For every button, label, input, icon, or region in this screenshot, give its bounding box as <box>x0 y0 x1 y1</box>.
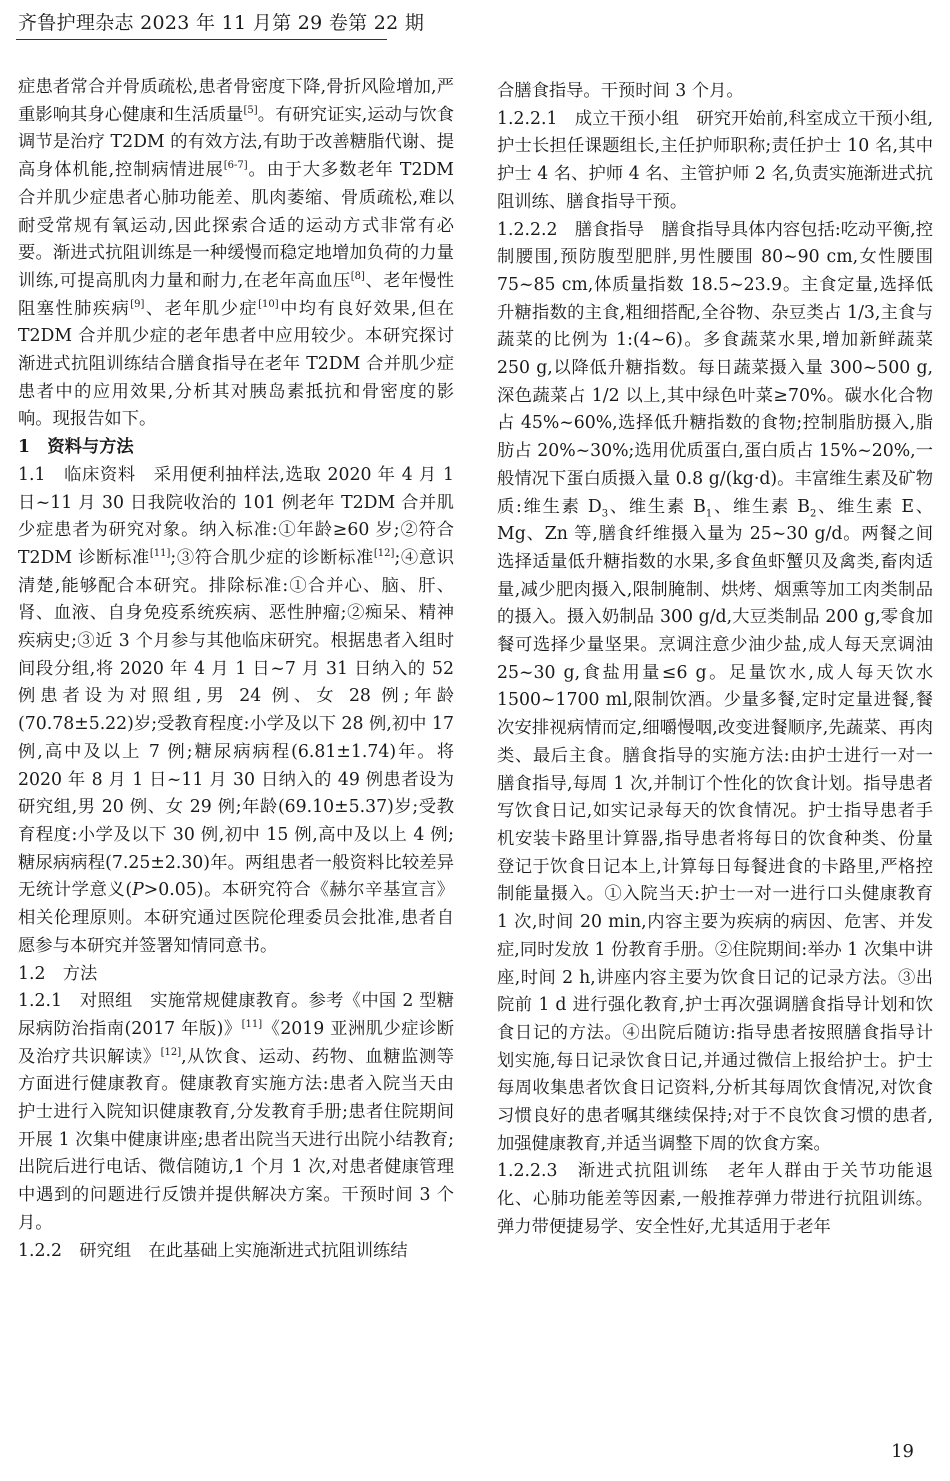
continuation-line: 合膳食指导。干预时间 3 个月。 <box>497 81 744 101</box>
right-column <box>497 78 933 1242</box>
header-rule <box>16 39 387 40</box>
citation: [5] <box>243 104 258 116</box>
citation: [11] <box>149 548 171 560</box>
team-paragraph: 1.2.2.1 成立干预小组 研究开始前,科室成立干预小组,护士长担任课题组长,主任护师职称;责任护士 10 名,其中护士 4 名、护师 4 名、主管护师 2 名,负责实施渐进式抗阻训练、膳食指导干预。 <box>497 108 933 212</box>
study-group-paragraph: 1.2.2 研究组 在此基础上实施渐进式抗阻训练结 <box>18 1240 408 1261</box>
section-heading: 1 资料与方法 <box>18 437 134 458</box>
clinical-data-paragraph: 1.1 临床资料 采用便利抽样法,选取 2020 年 4 月 1 日~11 月 30 日我院收治的 101 例老年 T2DM 合并肌少症患者为研究对象。纳入标准:①年龄≥60 岁;②符合 T2DM 诊断标准[11];③符合肌少症的诊断标准[12];④意识清楚,能够配合本研究。排除标准:①合并心、脑、肝、肾、血液、自身免疫系统疾病、恶性肿瘤;②痴呆、精神疾病史;③近 3 个月参与其他临床研究。根据患者入组时间段分组,将 2020 年 4 月 1 日~7 月 31 日纳入的 52 例患者设为对照组,男 24 例、女 28 例;年龄(70.78±5.22)岁;受教育程度:小学及以下 28 例,初中 17 例,高中及以上 7 例;糖尿病病程(6.81±1.74)年。将 2020 年 8 月 1 日~11 月 30 日纳入的 49 例患者设为研究组,男 20 例、女 29 例;年龄(69.10±5.37)岁;受教育程度:小学及以下 30 例,初中 15 例,高中及以上 4 例;糖尿病病程(7.25±2.30)年。两组患者一般资料比较差异无统计学意义(P>0.05)。本研究符合《赫尔辛基宣言》相关伦理原则。本研究通过医院伦理委员会批准,患者自愿参与本研究并签署知情同意书。 <box>18 464 455 956</box>
resistance-training-paragraph: 1.2.2.3 渐进式抗阻训练 老年人群由于关节功能退化、心肺功能差等因素,一般推荐弹力带进行抗阻训练。弹力带便捷易学、安全性好,尤其适用于老年 <box>497 1161 933 1237</box>
citation: [6-7] <box>223 160 248 172</box>
intro-paragraph: 症患者常合并骨质疏松,患者骨密度下降,骨折风险增加,严重影响其身心健康和生活质量[5]。有研究证实,运动与饮食调节是治疗 T2DM 的有效方法,有助于改善糖脂代谢、提高身体机能,控制病情进展[6-7]。由于大多数老年 T2DM 合并肌少症患者心肺功能差、肌肉萎缩、骨质疏松,难以耐受常规有氧运动,因此探索合适的运动方式非常有必要。渐进式抗阻训练是一种缓慢而稳定地增加负荷的力量训练,可提高肌肉力量和耐力,在老年高血压[8]、老年慢性阻塞性肺疾病[9]、老年肌少症[10]中均有良好效果,但在 T2DM 合并肌少症的老年患者中应用较少。本研究探讨渐进式抗阻训练结合膳食指导在老年 T2DM 合并肌少症患者中的应用效果,分析其对胰岛素抵抗和骨密度的影响。现报告如下。 <box>18 77 454 430</box>
citation: [8] <box>350 271 365 283</box>
citation: [11] <box>241 1019 263 1031</box>
control-group-paragraph: 1.2.1 对照组 实施常规健康教育。参考《中国 2 型糖尿病防治指南(2017 年版)》[11]《2019 亚洲肌少症诊断及治疗共识解读》[12],从饮食、运动、药物、血糖监测等方面进行健康教育。健康教育实施方法:患者入院当天由护士进行入院知识健康教育,分发教育手册;患者住院期间开展 1 次集中健康讲座;患者出院当天进行出院小结教育;出院后进行电话、微信随访,1 个月 1 次,对患者健康管理中遇到的问题进行反馈并提供解决方案。干预时间 3 个月。 <box>18 991 454 1233</box>
journal-header: 齐鲁护理杂志 2023 年 11 月第 29 卷第 22 期 <box>18 12 425 34</box>
page-number: 19 <box>891 1441 914 1462</box>
citation: [12] <box>373 548 395 560</box>
subsection-heading: 1.2 方法 <box>18 963 98 984</box>
left-column <box>18 74 454 1265</box>
citation: [10] <box>258 298 279 310</box>
diet-guidance-paragraph: 1.2.2.2 膳食指导 膳食指导具体内容包括:吃动平衡,控制腰围,预防腹型肥胖,男性腰围 80~90 cm,女性腰围 75~85 cm,体质量指数 18.5~23.9。主食定量,选择低升糖指数的主食,粗细搭配,全谷物、杂豆类占 1/3,主食与蔬菜的比例为 1:(4~6)。多食蔬菜水果,增加新鲜蔬菜 250 g,以降低升糖指数。每日蔬菜摄入量 300~500 g,深色蔬菜占 1/2 以上,其中绿色叶菜≥70%。碳水化合物占 45%~60%,选择低升糖指数的食物;控制脂肪摄入,脂肪占 20%~30%;选用优质蛋白,蛋白质占 15%~20%,一般情况下蛋白质摄入量 0.8 g/(kg·d)。丰富维生素及矿物质:维生素 $D_3$、维生素 $B_1$、维生素 $B_2$、维生素 E、Mg、Zn 等,膳食纤维摄入量为 25~30 g/d。两餐之间选择适量低升糖指数的水果,多食鱼虾蟹贝及禽类,畜肉适量,减少肥肉摄入,限制腌制、烘烤、烟熏等加工肉类制品的摄入。摄入奶制品 300 g/d,大豆类制品 200 g,零食加餐可选择少量坚果。烹调注意少油少盐,成人每天烹调油 25~30 g,食盐用量≤6 g。足量饮水,成人每天饮水 1500~1700 ml,限制饮酒。少量多餐,定时定量进餐,餐次安排视病情而定,细嚼慢咽,改变进餐顺序,先蔬菜、再肉类、最后主食。膳食指导的实施方法:由护士进行一对一膳食指导,每周 1 次,并制订个性化的饮食计划。指导患者写饮食日记,如实记录每天的饮食情况。护士指导患者手机安装卡路里计算器,指导患者将每日的饮食种类、份量登记于饮食日记本上,计算每日每餐进食的卡路里,严格控制能量摄入。①入院当天:护士一对一进行口头健康教育 1 次,时间 20 min,内容主要为疾病的病因、危害、并发症,同时发放 1 份教育手册。②住院期间:举办 1 次集中讲座,时间 2 h,讲座内容主要为饮食日记的记录方法。③出院前 1 d 进行强化教育,护士再次强调膳食指导计划和饮食日记的方法。④出院后随访:指导患者按照膳食指导计划实施,每日记录饮食日记,并通过微信上报给护士。护士每周收集患者饮食日记资料,分析其每周饮食情况,对饮食习惯良好的患者嘱其继续保持;对于不良饮食习惯的患者,加强健康教育,并适当调整下周的饮食方案。 <box>497 219 934 1154</box>
citation: [9] <box>130 298 145 310</box>
citation: [12] <box>160 1046 182 1058</box>
